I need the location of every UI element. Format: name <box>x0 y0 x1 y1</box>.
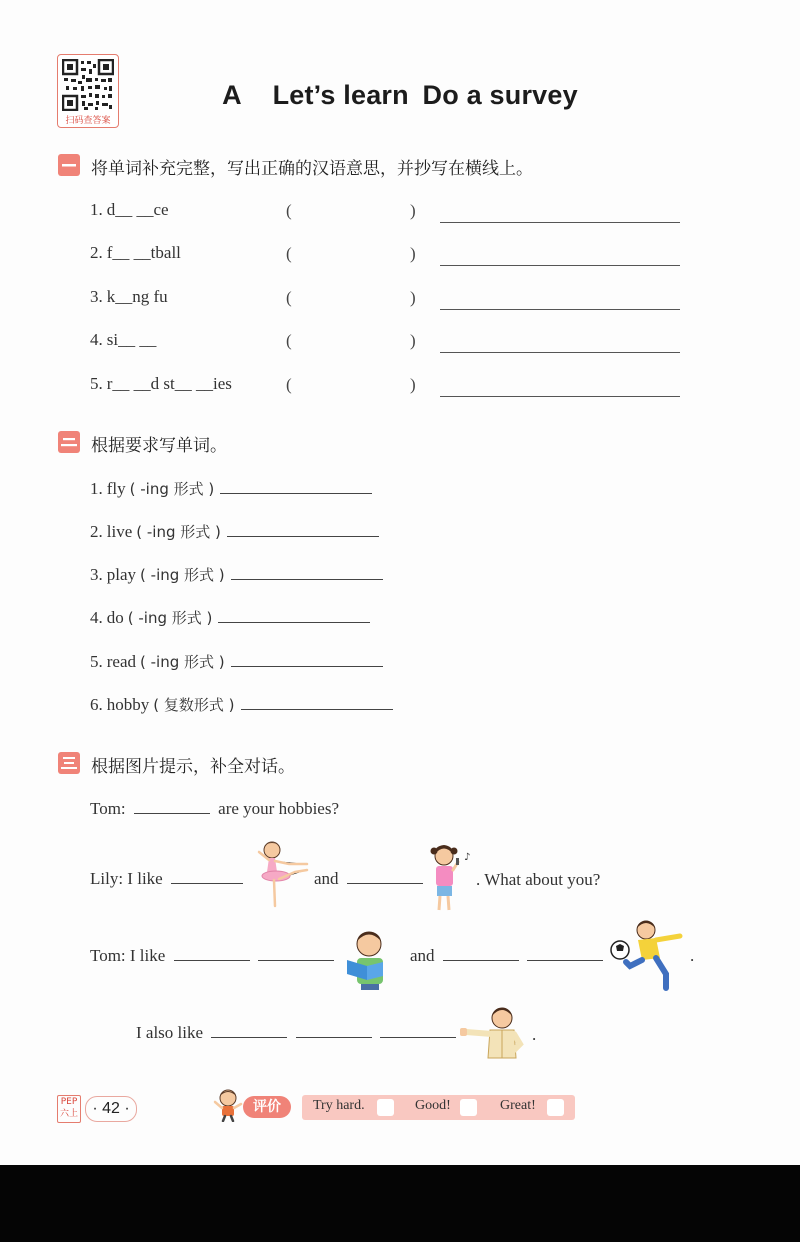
item-number: 5. <box>90 652 103 671</box>
word-form-item <box>90 478 372 499</box>
answer-blank[interactable] <box>220 492 372 494</box>
try-hard-label: Try hard. <box>313 1098 365 1113</box>
title-activity: Do a survey <box>422 80 578 110</box>
word-fragment: tball <box>150 243 181 262</box>
dialogue-text: are your hobbies? <box>218 799 339 818</box>
word-form-item <box>90 564 383 585</box>
dialogue-line-4 <box>136 1023 456 1043</box>
word-fragment: f <box>106 243 113 262</box>
meaning-paren-close: ) <box>410 331 416 350</box>
section-two-badge <box>58 431 80 453</box>
letter-blank[interactable]: __ <box>112 243 130 262</box>
word-form-item <box>90 607 370 628</box>
answer-blank[interactable] <box>227 535 379 537</box>
form-requirement: ( -ing 形式 ) <box>140 566 225 584</box>
answer-blank[interactable] <box>443 959 519 961</box>
dialogue-line-4-end <box>532 1025 536 1045</box>
dialogue-speaker: Tom: <box>90 799 126 818</box>
copy-line[interactable] <box>440 309 680 310</box>
answer-blank[interactable] <box>527 959 603 961</box>
title-lesson: Let’s learn <box>272 80 409 110</box>
numeral-two-icon <box>58 431 80 453</box>
item-number: 2. <box>90 243 103 262</box>
page-title <box>0 80 800 111</box>
form-requirement: ( -ing 形式 ) <box>136 523 221 541</box>
meaning-input[interactable] <box>300 204 400 218</box>
form-requirement: ( 复数形式 ) <box>153 696 235 714</box>
page-number: · 42 · <box>85 1096 137 1122</box>
reading-boy-icon <box>339 926 399 992</box>
good-checkbox[interactable] <box>460 1099 477 1116</box>
answer-blank[interactable] <box>258 959 334 961</box>
item-number: 1. <box>90 479 103 498</box>
word-fragment: ies <box>213 374 232 393</box>
item-number: 2. <box>90 522 103 541</box>
word-fragment: r <box>106 374 113 393</box>
dialogue-line-2-part-b <box>314 869 423 889</box>
dialogue-line-2-end <box>476 870 600 890</box>
letter-blank[interactable]: __ <box>112 374 130 393</box>
meaning-paren-close: ) <box>410 375 416 394</box>
form-requirement: ( -ing 形式 ) <box>129 480 215 498</box>
base-word: hobby <box>106 695 150 714</box>
item-number: 4. <box>90 608 103 627</box>
answer-blank[interactable] <box>231 578 383 580</box>
item-number: 1. <box>90 200 103 219</box>
form-requirement: ( -ing 形式 ) <box>140 653 225 671</box>
great-checkbox[interactable] <box>547 1099 564 1116</box>
copy-line[interactable] <box>440 222 680 223</box>
mascot-icon <box>212 1088 244 1122</box>
great-label: Great! <box>500 1098 536 1113</box>
answer-blank[interactable] <box>347 882 423 884</box>
ballet-dancing-girl-icon <box>255 838 313 910</box>
try-hard-checkbox[interactable] <box>377 1099 394 1116</box>
numeral-one-icon <box>58 154 80 176</box>
fill-word-item <box>90 200 169 220</box>
dialogue-line-3-part-b <box>410 946 603 966</box>
letter-blank[interactable]: __ <box>196 374 214 393</box>
section-three-badge <box>58 752 80 774</box>
dialogue-and: and <box>314 869 339 888</box>
meaning-paren-open: ( <box>286 288 292 307</box>
meaning-paren-open: ( <box>286 331 292 350</box>
word-form-item <box>90 521 379 542</box>
fill-word-item <box>90 330 156 350</box>
meaning-paren-close: ) <box>410 201 416 220</box>
copy-line[interactable] <box>440 396 680 397</box>
grade-label: 六上 <box>59 1109 78 1119</box>
answer-blank[interactable] <box>171 882 243 884</box>
qr-label: 扫码查答案 <box>65 116 111 126</box>
copy-line[interactable] <box>440 352 680 353</box>
grade-tag <box>57 1095 81 1123</box>
good-label: Good! <box>415 1098 451 1113</box>
word-form-item <box>90 694 393 715</box>
fill-word-item <box>90 287 168 307</box>
meaning-paren-close: ) <box>410 288 416 307</box>
evaluation-box <box>302 1095 575 1120</box>
letter-blank[interactable]: __ <box>136 200 154 219</box>
answer-blank[interactable] <box>218 621 370 623</box>
singing-girl-icon <box>426 842 474 914</box>
answer-blank[interactable] <box>174 959 250 961</box>
section-two-heading: 根据要求写单词。 <box>91 436 227 456</box>
meaning-paren-open: ( <box>286 244 292 263</box>
meaning-paren-open: ( <box>286 201 292 220</box>
answer-blank[interactable] <box>296 1036 372 1038</box>
base-word: play <box>106 565 137 584</box>
dialogue-speaker: Tom: I like <box>90 946 166 965</box>
answer-blank[interactable] <box>211 1036 287 1038</box>
meaning-input[interactable] <box>300 378 400 392</box>
meaning-paren-close: ) <box>410 244 416 263</box>
letter-blank[interactable]: __ <box>118 330 136 349</box>
word-fragment: ng fu <box>132 287 168 306</box>
section-one-heading: 将单词补充完整，写出正确的汉语意思，并抄写在横线上。 <box>91 159 533 179</box>
item-number: 4. <box>90 330 103 349</box>
word-fragment: k <box>106 287 116 306</box>
base-word: fly <box>106 479 126 498</box>
kung-fu-boy-icon <box>458 1004 528 1062</box>
word-fragment: d <box>106 200 116 219</box>
meaning-input[interactable] <box>300 291 400 305</box>
answer-blank[interactable] <box>241 708 393 710</box>
scan-border <box>0 1165 800 1242</box>
svg-text:♪: ♪ <box>464 852 471 863</box>
word-fragment: si <box>106 330 119 349</box>
word-fragment: d st <box>150 374 175 393</box>
dialogue-text: . <box>532 1025 537 1044</box>
pep-label: PEP <box>60 1097 78 1107</box>
item-number: 5. <box>90 374 103 393</box>
numeral-three-icon <box>58 752 80 774</box>
dialogue-line-2-part-a <box>90 869 243 889</box>
soccer-boy-icon <box>608 918 688 992</box>
letter-blank[interactable]: __ <box>139 330 157 349</box>
meaning-paren-open: ( <box>286 375 292 394</box>
word-fragment: ce <box>153 200 169 219</box>
word-form-item <box>90 651 383 672</box>
evaluation-badge: 评价 <box>243 1096 291 1118</box>
section-three-heading: 根据图片提示，补全对话。 <box>91 757 295 777</box>
dialogue-line-1 <box>90 799 339 819</box>
dialogue-line-3-end <box>690 946 694 966</box>
dialogue-line-3-part-a <box>90 946 334 966</box>
dialogue-and: and <box>410 946 435 965</box>
dialogue-speaker: Lily: I like <box>90 869 163 888</box>
form-requirement: ( -ing 形式 ) <box>127 609 213 627</box>
fill-word-item <box>90 243 181 263</box>
answer-blank[interactable] <box>134 812 210 814</box>
fill-word-item <box>90 374 232 394</box>
item-number: 6. <box>90 695 103 714</box>
meaning-input[interactable] <box>300 247 400 261</box>
meaning-input[interactable] <box>300 334 400 348</box>
dialogue-text: . <box>690 946 695 965</box>
base-word: do <box>106 608 124 627</box>
letter-blank[interactable]: __ <box>133 374 151 393</box>
title-part: A <box>222 80 242 110</box>
base-word: read <box>106 652 137 671</box>
dialogue-speaker: I also like <box>136 1023 204 1042</box>
letter-blank[interactable]: __ <box>133 243 151 262</box>
letter-blank[interactable]: __ <box>115 200 133 219</box>
item-number: 3. <box>90 287 103 306</box>
copy-line[interactable] <box>440 265 680 266</box>
section-one-badge <box>58 154 80 176</box>
item-number: 3. <box>90 565 103 584</box>
letter-blank[interactable]: __ <box>115 287 133 306</box>
page-number-value: 42 <box>102 1100 120 1117</box>
base-word: live <box>106 522 133 541</box>
answer-blank[interactable] <box>231 665 383 667</box>
letter-blank[interactable]: __ <box>174 374 192 393</box>
dialogue-text: . What about you? <box>476 870 601 889</box>
answer-blank[interactable] <box>380 1036 456 1038</box>
